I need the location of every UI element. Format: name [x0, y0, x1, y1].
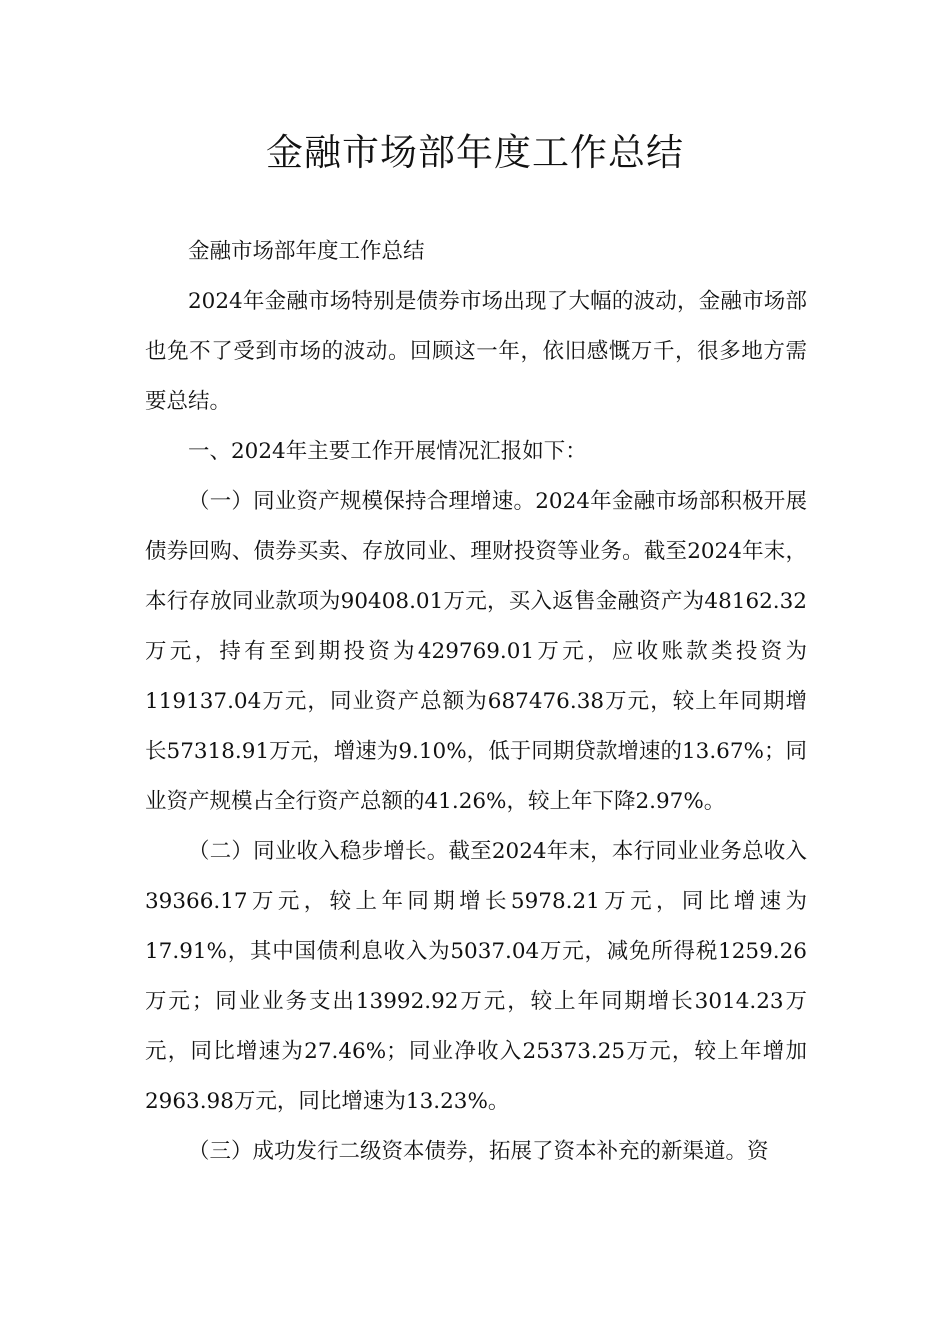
- paragraph-item-3: （三）成功发行二级资本债券，拓展了资本补充的新渠道。资: [188, 1139, 769, 1164]
- paragraph-section-heading: 一、2024年主要工作开展情况汇报如下：: [188, 439, 587, 464]
- document-title: 金融市场部年度工作总结: [266, 131, 684, 174]
- paragraph-item-2: （二）同业收入稳步增长。截至2024年末，本行同业业务总收入39366.17万元，较上年同期增长5978.21万元，同比增速为17.91%，其中国债利息收入为5037.04万元，减免所得税1259.26万元；同业业务支出13992.92万元，较上年同期增长3014.23万元，同比增速为27.46%；同业净收入25373.25万元，较上年增加2963.98万元，同比增速为13.23%。: [145, 839, 807, 1114]
- paragraph-intro: 2024年金融市场特别是债券市场出现了大幅的波动，金融市场部也免不了受到市场的波动。回顾这一年，依旧感慨万千，很多地方需要总结。: [145, 289, 807, 414]
- document-body: [145, 227, 807, 1177]
- paragraph-subtitle: 金融市场部年度工作总结: [188, 239, 425, 264]
- paragraph-item-1: （一）同业资产规模保持合理增速。2024年金融市场部积极开展债券回购、债券买卖、存放同业、理财投资等业务。截至2024年末，本行存放同业款项为90408.01万元，买入返售金融资产为48162.32万元，持有至到期投资为429769.01万元，应收账款类投资为119137.04万元，同业资产总额为687476.38万元，较上年同期增长57318.91万元，增速为9.10%，低于同期贷款增速的13.67%；同业资产规模占全行资产总额的41.26%，较上年下降2.97%。: [145, 489, 807, 814]
